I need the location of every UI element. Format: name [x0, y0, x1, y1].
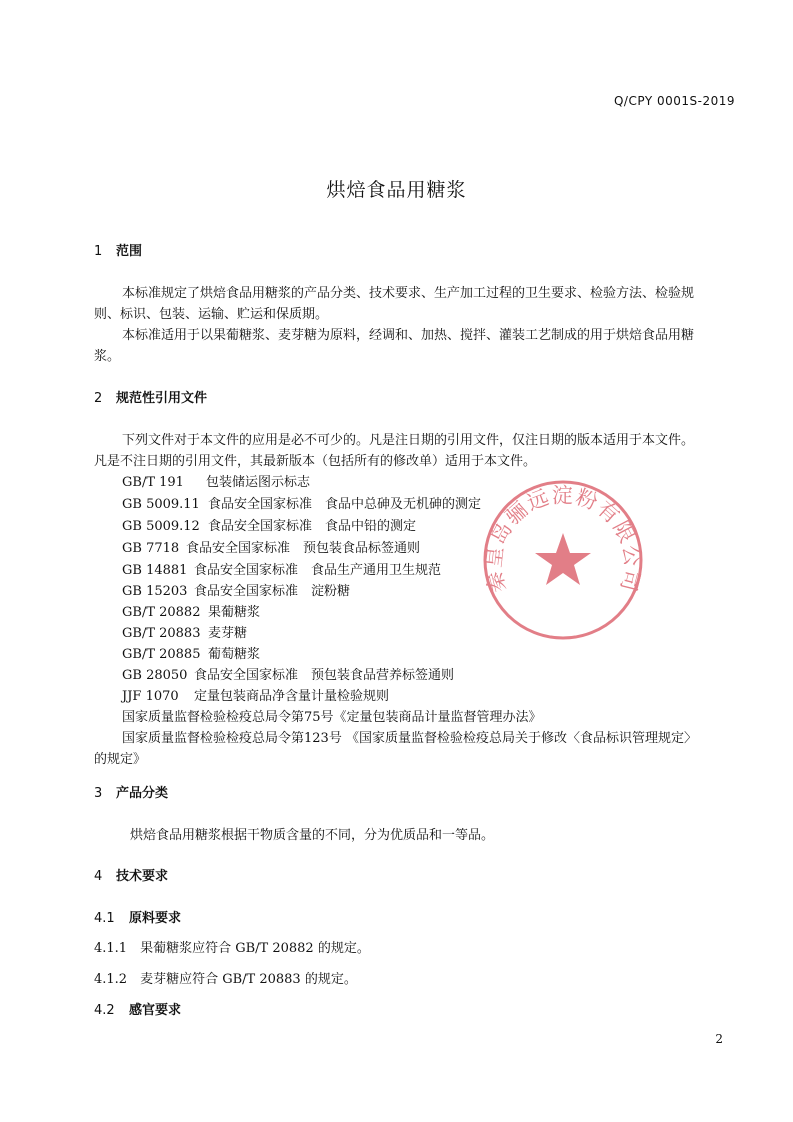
- seal-graphic: [478, 475, 648, 645]
- page-title: 烘焙食品用糖浆: [326, 179, 467, 201]
- section-4-2-heading: [94, 999, 181, 1018]
- reference-decree: 国家质量监督检验检疫总局令第123号 《国家质量监督检验检疫总局关于修改〈食品标识管理规定〉: [122, 731, 697, 746]
- section-title: 产品分类: [116, 786, 169, 801]
- paragraph-line: 本标准适用于以果葡糖浆、麦芽糖为原料，经调和、加热、搅拌、灌装工艺制成的用于烘焙食品用糖: [122, 328, 695, 343]
- reference-item: GB 5009.11 食品安全国家标准 食品中总砷及无机砷的测定: [122, 497, 482, 512]
- section-4-1-heading: [94, 907, 181, 926]
- section-number: 4: [94, 869, 103, 884]
- seal-text: 秦皇岛骊远淀粉有限公司: [481, 483, 645, 596]
- section-title: 规范性引用文件: [116, 391, 208, 406]
- reference-item: GB/T 20882 果葡糖浆: [122, 605, 261, 620]
- section-title: 技术要求: [116, 869, 169, 884]
- paragraph-line: 则、标识、包装、运输、贮运和保质期。: [94, 307, 329, 322]
- section-number: 4.2: [94, 1003, 115, 1018]
- reference-decree: 国家质量监督检验检疫总局令第75号《定量包装商品计量监督管理办法》: [122, 710, 542, 725]
- section-number: 1: [94, 244, 103, 259]
- section-4-heading: [94, 865, 168, 884]
- clause-4-1-1: 4.1.1 果葡糖浆应符合 GB/T 20882 的规定。: [94, 941, 370, 956]
- reference-item: GB/T 20883 麦芽糖: [122, 626, 248, 641]
- section-1-heading: [94, 240, 142, 259]
- company-seal-stamp: [478, 475, 648, 649]
- star-icon: [535, 533, 591, 585]
- paragraph-line: 浆。: [94, 349, 121, 364]
- reference-decree: 的规定》: [94, 752, 147, 767]
- clause-4-1-2: 4.1.2 麦芽糖应符合 GB/T 20883 的规定。: [94, 972, 357, 987]
- paragraph-line: 本标准规定了烘焙食品用糖浆的产品分类、技术要求、生产加工过程的卫生要求、检验方法、检验规: [122, 286, 695, 301]
- section-title: 原料要求: [129, 911, 182, 926]
- page-number: 2: [715, 1032, 723, 1046]
- reference-item: GB 14881 食品安全国家标准 食品生产通用卫生规范: [122, 563, 442, 578]
- section-title: 感官要求: [129, 1003, 182, 1018]
- section-number: 2: [94, 391, 103, 406]
- reference-item: GB/T 20885 葡萄糖浆: [122, 647, 261, 662]
- section-2-heading: [94, 387, 207, 406]
- reference-item: GB/T 191 包装储运图示标志: [122, 475, 311, 490]
- reference-item: GB 28050 食品安全国家标准 预包装食品营养标签通则: [122, 668, 455, 683]
- section-title: 范围: [116, 244, 143, 259]
- reference-item: GB 7718 食品安全国家标准 预包装食品标签通则: [122, 541, 421, 556]
- paragraph-line: 凡是不注日期的引用文件，其最新版本（包括所有的修改单）适用于本文件。: [94, 454, 537, 469]
- document-code: Q/CPY 0001S-2019: [613, 94, 735, 108]
- reference-item: GB 15203 食品安全国家标准 淀粉糖: [122, 584, 351, 599]
- reference-item: JJF 1070 定量包装商品净含量计量检验规则: [122, 689, 390, 704]
- paragraph-line: 下列文件对于本文件的应用是必不可少的。凡是注日期的引用文件，仅注日期的版本适用于本文件。: [122, 433, 695, 448]
- paragraph-line: 烘焙食品用糖浆根据干物质含量的不同，分为优质品和一等品。: [130, 828, 495, 843]
- section-3-heading: [94, 782, 168, 801]
- section-number: 4.1: [94, 911, 115, 926]
- reference-item: GB 5009.12 食品安全国家标准 食品中铅的测定: [122, 519, 417, 534]
- section-number: 3: [94, 786, 103, 801]
